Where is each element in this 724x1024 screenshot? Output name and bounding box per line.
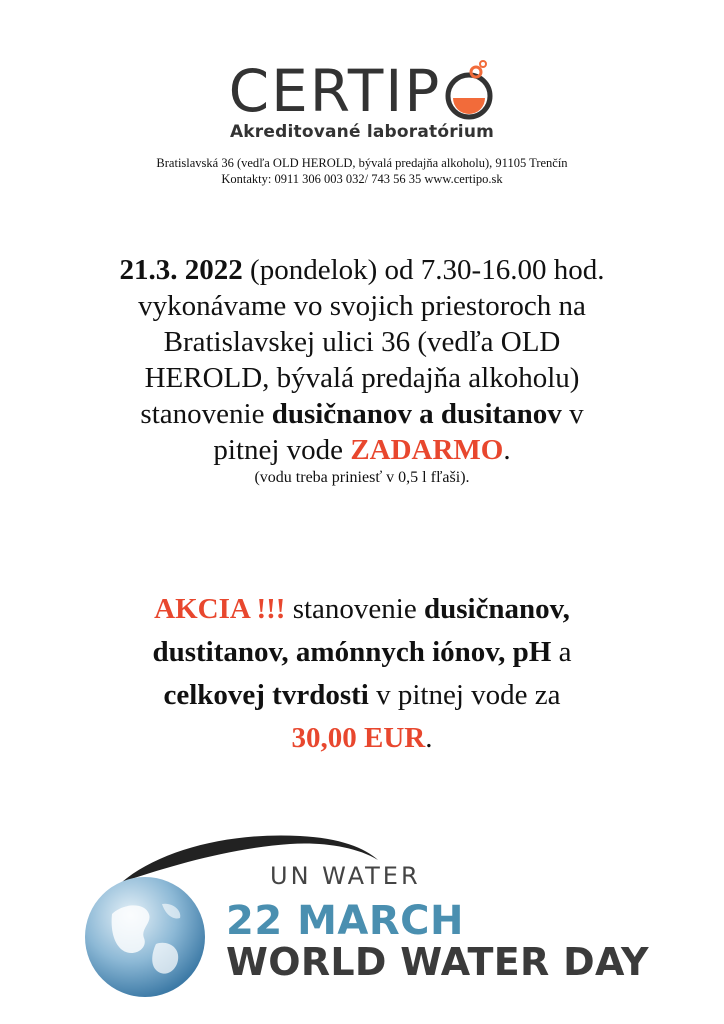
line5-bold: dusičnanov a dusitanov [271,398,562,430]
promo [40,588,684,760]
announcement-line-3: Bratislavskej ulici 36 (vedľa OLD [163,326,561,358]
announcement-line-4: HEROLD, bývalá predajňa alkoholu) [144,362,580,394]
wwd-date: 22 MARCH [226,898,464,944]
announcement [40,252,684,488]
un-water-label: UN WATER [270,862,421,890]
promo-line-1 [40,588,684,631]
promo-line-2 [40,631,684,674]
announcement-line-1 [40,252,684,288]
free-label: ZADARMO [350,434,504,466]
wwd-title: WORLD WATER DAY [226,940,649,984]
contact-block [0,155,724,187]
promo-bold-2: dustitanov, amónnych iónov, pH [152,636,552,668]
promo-bold-1: dusičnanov, [423,593,570,625]
announcement-line-6 [40,432,684,468]
promo-text-3: v pitnej vode za [368,679,561,711]
certipo-logo [0,58,724,142]
line5-pre: stanovenie [140,398,272,430]
promo-text-2: a [551,636,572,668]
world-water-day-logo [60,830,664,1010]
promo-end: . [425,722,433,754]
line5-post: v [561,398,584,430]
line6-pre: pitnej vode [213,434,351,466]
akcia-label: AKCIA !!! [154,593,286,625]
promo-bold-3: celkovej tvrdosti [163,679,369,711]
announcement-date: 21.3. 2022 [119,254,243,286]
announcement-day: (pondelok) od 7.30-16.00 hod. [242,254,605,286]
promo-line-4 [40,717,684,760]
globe-icon [82,874,208,1000]
contact-line: Kontakty: 0911 306 003 032/ 743 56 35 www.certipo.sk [221,172,503,186]
line6-post: . [503,434,511,466]
announcement-note: (vodu treba priniesť v 0,5 l fľaši). [254,469,470,486]
logo-wordmark [229,58,496,124]
announcement-line-5 [40,396,684,432]
announcement-line-2: vykonávame vo svojich priestoroch na [138,290,586,322]
logo-subtitle: Akreditované laboratórium [229,122,495,142]
flask-icon [443,58,495,124]
logo-text: CERTIP [228,57,442,125]
promo-line-3 [40,674,684,717]
address-line: Bratislavská 36 (vedľa OLD HEROLD, bývalá predajňa alkoholu), 91105 Trenčín [156,156,568,170]
promo-text-1: stanovenie [285,593,424,625]
promo-price: 30,00 EUR [291,722,426,754]
